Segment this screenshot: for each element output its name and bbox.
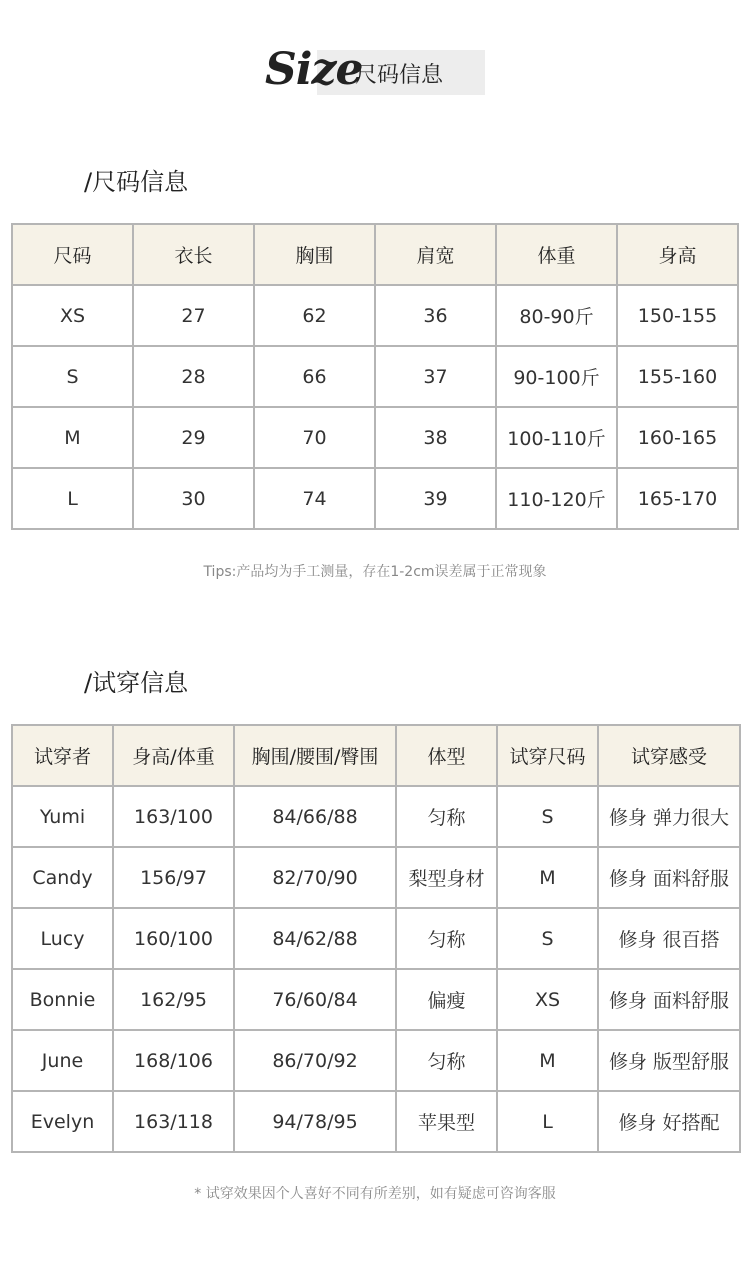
table-cell: 苹果型 xyxy=(396,1091,497,1152)
fit-header-cell: 体型 xyxy=(396,725,497,786)
size-banner xyxy=(265,46,485,96)
table-cell: L xyxy=(12,468,133,529)
table-cell: Yumi xyxy=(12,786,113,847)
table-cell: 66 xyxy=(254,346,375,407)
table-cell: 37 xyxy=(375,346,496,407)
size-tips-note: Tips:产品均为手工测量，存在1-2cm误差属于正常现象 xyxy=(203,564,547,580)
table-cell: S xyxy=(497,786,598,847)
table-cell: 30 xyxy=(133,468,254,529)
size-section-heading: /尺码信息 xyxy=(84,168,189,196)
size-header-cell: 体重 xyxy=(496,224,617,285)
table-cell: S xyxy=(497,908,598,969)
table-row xyxy=(12,847,740,908)
table-cell: 36 xyxy=(375,285,496,346)
table-cell: 168/106 xyxy=(113,1030,234,1091)
table-cell: 62 xyxy=(254,285,375,346)
fit-table xyxy=(11,724,741,1153)
size-header-cell: 衣长 xyxy=(133,224,254,285)
table-row xyxy=(12,1030,740,1091)
table-cell: 82/70/90 xyxy=(234,847,396,908)
table-cell: 梨型身材 xyxy=(396,847,497,908)
fit-header-cell: 试穿尺码 xyxy=(497,725,598,786)
table-cell: Evelyn xyxy=(12,1091,113,1152)
table-cell: 162/95 xyxy=(113,969,234,1030)
table-row xyxy=(12,1091,740,1152)
fit-header-cell: 试穿者 xyxy=(12,725,113,786)
table-cell: 修身 弹力很大 xyxy=(598,786,740,847)
table-cell: 80-90斤 xyxy=(496,285,617,346)
table-row xyxy=(12,908,740,969)
table-cell: 匀称 xyxy=(396,786,497,847)
banner-size-word: Size xyxy=(265,44,363,95)
table-cell: 163/118 xyxy=(113,1091,234,1152)
fit-header-cell: 试穿感受 xyxy=(598,725,740,786)
table-cell: 84/62/88 xyxy=(234,908,396,969)
size-header-cell: 胸围 xyxy=(254,224,375,285)
table-cell: 38 xyxy=(375,407,496,468)
table-cell: XS xyxy=(12,285,133,346)
table-cell: M xyxy=(497,847,598,908)
size-table-header-row xyxy=(12,224,738,285)
table-cell: 修身 面料舒服 xyxy=(598,969,740,1030)
table-row xyxy=(12,468,738,529)
table-cell: 修身 很百搭 xyxy=(598,908,740,969)
banner-title: 尺码信息 xyxy=(355,63,444,88)
table-cell: 100-110斤 xyxy=(496,407,617,468)
table-cell: 29 xyxy=(133,407,254,468)
fit-header-cell: 身高/体重 xyxy=(113,725,234,786)
size-table xyxy=(11,223,739,530)
table-row xyxy=(12,407,738,468)
table-row xyxy=(12,346,738,407)
table-row xyxy=(12,285,738,346)
table-cell: June xyxy=(12,1030,113,1091)
table-row xyxy=(12,786,740,847)
table-cell: M xyxy=(12,407,133,468)
fit-section-heading: /试穿信息 xyxy=(84,669,189,697)
size-header-cell: 尺码 xyxy=(12,224,133,285)
size-header-cell: 肩宽 xyxy=(375,224,496,285)
table-cell: 74 xyxy=(254,468,375,529)
table-cell: 94/78/95 xyxy=(234,1091,396,1152)
table-cell: 39 xyxy=(375,468,496,529)
table-cell: 150-155 xyxy=(617,285,738,346)
table-cell: L xyxy=(497,1091,598,1152)
table-cell: 160/100 xyxy=(113,908,234,969)
fit-header-cell: 胸围/腰围/臀围 xyxy=(234,725,396,786)
table-cell: 160-165 xyxy=(617,407,738,468)
table-cell: XS xyxy=(497,969,598,1030)
table-cell: 70 xyxy=(254,407,375,468)
size-header-cell: 身高 xyxy=(617,224,738,285)
fit-disclaimer-note: * 试穿效果因个人喜好不同有所差别，如有疑虑可咨询客服 xyxy=(194,1186,556,1202)
table-row xyxy=(12,969,740,1030)
table-cell: 90-100斤 xyxy=(496,346,617,407)
table-cell: 修身 好搭配 xyxy=(598,1091,740,1152)
table-cell: 修身 版型舒服 xyxy=(598,1030,740,1091)
fit-table-header-row xyxy=(12,725,740,786)
table-cell: S xyxy=(12,346,133,407)
table-cell: 86/70/92 xyxy=(234,1030,396,1091)
table-cell: 匀称 xyxy=(396,908,497,969)
table-cell: 28 xyxy=(133,346,254,407)
table-cell: M xyxy=(497,1030,598,1091)
table-cell: Lucy xyxy=(12,908,113,969)
table-cell: 76/60/84 xyxy=(234,969,396,1030)
table-cell: 156/97 xyxy=(113,847,234,908)
table-cell: 匀称 xyxy=(396,1030,497,1091)
table-cell: 110-120斤 xyxy=(496,468,617,529)
table-cell: 165-170 xyxy=(617,468,738,529)
table-cell: Candy xyxy=(12,847,113,908)
table-cell: 84/66/88 xyxy=(234,786,396,847)
table-cell: 修身 面料舒服 xyxy=(598,847,740,908)
table-cell: Bonnie xyxy=(12,969,113,1030)
table-cell: 偏瘦 xyxy=(396,969,497,1030)
table-cell: 27 xyxy=(133,285,254,346)
table-cell: 163/100 xyxy=(113,786,234,847)
table-cell: 155-160 xyxy=(617,346,738,407)
